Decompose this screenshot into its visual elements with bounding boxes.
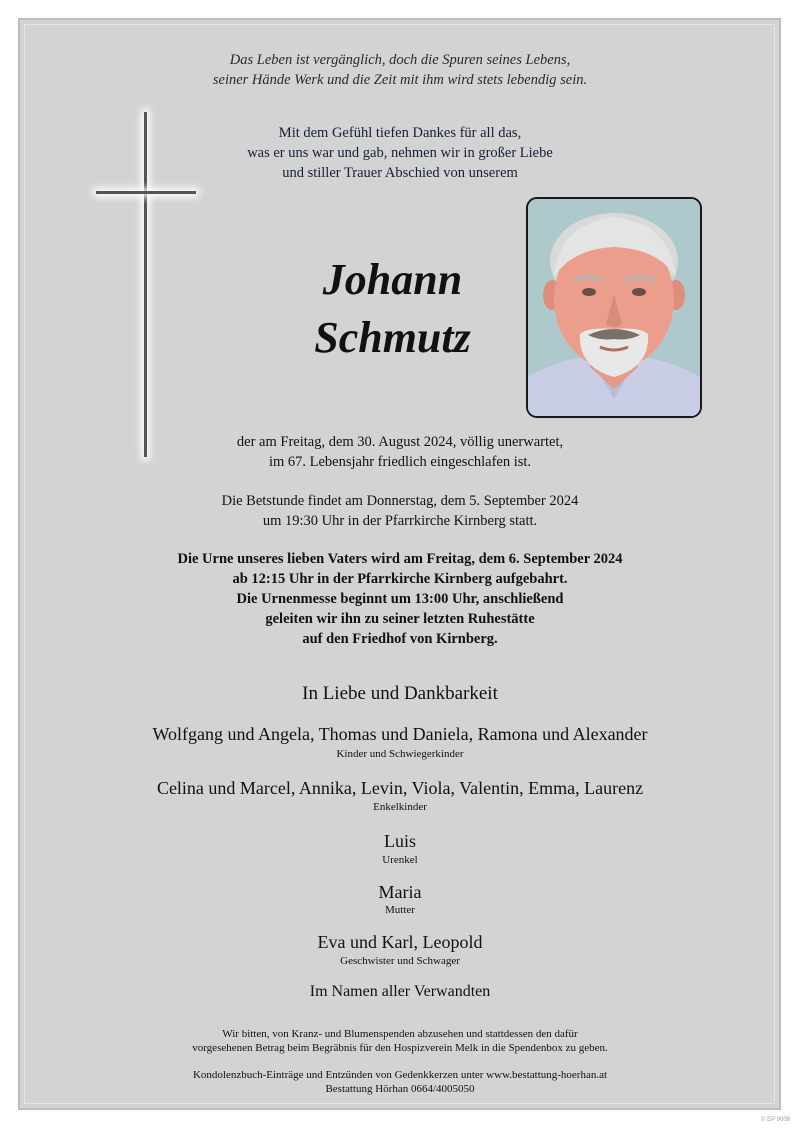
contact-info [0, 1068, 800, 1096]
motto-text [0, 50, 800, 90]
urn-ceremony-text [0, 549, 800, 649]
family-role: Mutter [385, 904, 415, 916]
urn-line: auf den Friedhof von Kirnberg. [302, 631, 498, 647]
cross-icon-bar [96, 191, 196, 194]
motto-line: Das Leben ist vergänglich, doch die Spuren seines Lebens, [229, 52, 571, 68]
urn-line: geleiten wir ihn zu seiner letzten Ruhestätte [265, 611, 535, 627]
deceased-first-name: Johann [322, 255, 463, 304]
portrait-photo [526, 197, 702, 418]
family-role: Urenkel [382, 854, 418, 866]
note-line: Wir bitten, von Kranz- und Blumenspenden abzusehen und stattdessen den dafür [222, 1028, 578, 1040]
intro-line: Mit dem Gefühl tiefen Dankes für all das, [278, 125, 522, 141]
motto-line: seiner Hände Werk und die Zeit mit ihm wird stets lebendig sein. [212, 72, 588, 88]
contact-line: Bestattung Hörhan 0664/4005050 [325, 1083, 475, 1095]
intro-text [0, 123, 800, 183]
family-role: Enkelkinder [373, 801, 427, 813]
family-names: Maria [378, 882, 422, 902]
contact-line: Kondolenzbuch-Einträge und Entzünden von Gedenkkerzen unter www.bestattung-hoerhan.at [192, 1069, 608, 1081]
note-line: vorgesehenen Betrag beim Begräbnis für den Hospizverein Melk in die Spendenbox zu geben. [192, 1042, 608, 1054]
passing-text [0, 432, 800, 472]
donation-note [0, 1027, 800, 1055]
urn-line: Die Urnenmesse beginnt um 13:00 Uhr, anschließend [236, 591, 564, 607]
love-heading: In Liebe und Dankbarkeit [302, 683, 498, 704]
intro-line: und stiller Trauer Abschied von unserem [282, 165, 518, 181]
passing-line: im 67. Lebensjahr friedlich eingeschlafen ist. [268, 454, 532, 470]
family-role: Geschwister und Schwager [340, 955, 460, 967]
intro-line: was er uns war und gab, nehmen wir in großer Liebe [247, 145, 553, 161]
urn-line: Die Urne unseres lieben Vaters wird am Freitag, dem 6. September 2024 [177, 551, 623, 567]
portrait-illustration [528, 199, 700, 416]
template-code: © EP 9008 [761, 1117, 790, 1123]
closing-line: Im Namen aller Verwandten [309, 983, 491, 1000]
family-names: Celina und Marcel, Annika, Levin, Viola, Valentin, Emma, Laurenz [156, 778, 644, 798]
prayer-line: um 19:30 Uhr in der Pfarrkirche Kirnberg statt. [262, 513, 538, 529]
passing-line: der am Freitag, dem 30. August 2024, völlig unerwartet, [236, 434, 564, 450]
family-names: Wolfgang und Angela, Thomas und Daniela, Ramona und Alexander [152, 724, 648, 744]
family-names: Eva und Karl, Leopold [317, 932, 483, 952]
deceased-last-name: Schmutz [314, 313, 471, 362]
family-role: Kinder und Schwiegerkinder [336, 748, 464, 760]
family-names: Luis [383, 831, 416, 851]
prayer-line: Die Betstunde findet am Donnerstag, dem 5. September 2024 [221, 493, 579, 509]
prayer-service-text [0, 491, 800, 531]
urn-line: ab 12:15 Uhr in der Pfarrkirche Kirnberg aufgebahrt. [232, 571, 568, 587]
